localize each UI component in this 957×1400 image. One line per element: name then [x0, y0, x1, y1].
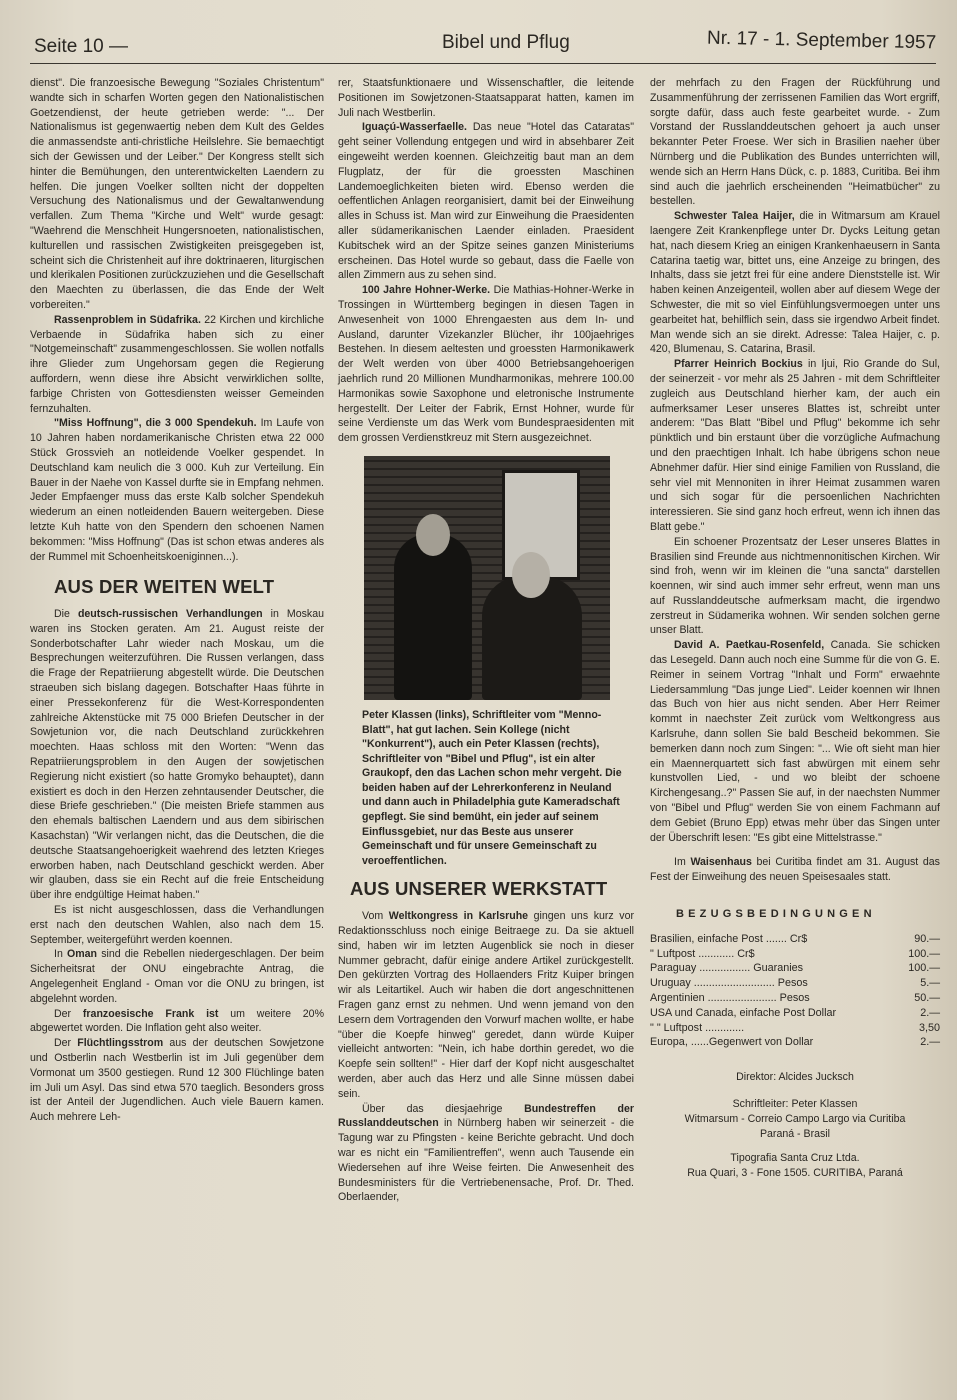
article-iguacu	[338, 120, 634, 283]
article-sowjetzone-cont: rer, Staatsfunktionaere und Wissenschaftler, die leitende Positionen im Sowjetzonen-Staatsapparat hatten, kamen im Juli nach Westberlin.	[338, 77, 634, 119]
column-3	[650, 76, 940, 1181]
article-paetkau	[650, 638, 940, 845]
page-header	[30, 27, 937, 64]
article-body: in Moskau waren ins Stocken geraten. Am 21. August reiste der Sonderbotschafter Lahr wieder nach Moskau, um die Besprechungen weiterzuführen. Die Russen verlangen, dass die Frage der Repatriierung abgestellt würde. Die Deutschen straeuben sich bislang dagegen. Botschafter Haas führte in einer Pressekonferenz für die West-Korrespondenten zahlreiche Aktenstücke mit 75 000 Briefen Deutscher in der Sowjetunion vor, die nach Deutschland zurückkehren moechten. Haas schloss mit den Worten: "Wenn das Repatriierungsproblem in den Augen der sowjetischen Regierung nicht existiert (so hatte Gromyko behauptet), dann existiert es doch in den Herzen zehntausender Deutscher, die diese Briefe geschrieben." (Die meisten Briefe stammen aus den ehemals baltischen Laendern und aus dem sibirischen Kasachstan) "Wir verlangen nicht, das die Deutschen, die die deutsche Staatsangehoerigkeit waehrend des letzten Krieges erworben haben, nach Deutschland geschickt werden. Aber wir glauben, dass sie ein Recht auf die freie Entscheidung über ihre endgültige Heimat haben."	[30, 608, 324, 902]
article-body: die in Witmarsum am Krauel laengere Zeit Krankenpflege unter Dr. Dycks Leitung getan hat, nach diesem Krieg an einigen Krankenhaeusern in Santa Catarina taetig war, bittet uns, eine Anzeige zu bringen, des Inhalts, dass sie jetzt frei für eine andere Dienststelle ist. Wir haben keinen Anzeigenteil, wollen aber auf diesem Wege der Schwester, die mit so viel Einfühlungsvermoegen unter uns gearbeitet hat, behilflich sein, dass sie irgendwo Arbeit findet. Man wende sich an sie direkt. Adresse: Talea Haijer, c. p. 420, Blumenau, S. Catarina, Brasil.	[650, 210, 940, 356]
article-body: aus der deutschen Sowjetzone und Ostberlin nach Westberlin ist im Juli gegenüber dem Vormonat um 3500 gestiegen. Rund 12 300 Flüchlinge baten im Juli um Asyl. Das sind etwa 570 taeglich. Besonders gross ist der Anteil der Jugendlichen. Auch viele Bauern kamen. Auch mehrere Leh-	[30, 1037, 324, 1124]
article-body: Im	[674, 856, 691, 869]
terms-row	[650, 947, 940, 962]
article-body: Das neue "Hotel das Cataratas" geht seiner Vollendung entgegen und wird in absehbarer Zeit eingeweiht werden koennen. Gleichzeitig baut man an dem Flugplatz, der für die groessten Maschinen Landemoeglichkeiten bieten wird. Ebenso werden die oeffentlichen Anlagen reorganisiert, damit bei der Einweihung alles in Schuss ist. Man wird zur Einweihung die Praesidenten aller südamerikanischen Laender einladen. Praesident Kubitschek wird an der Spitze seines ganzen Ministeriums erscheinen. Das Hotel wurde so gebaut, dass die Faelle von allen Zimmern aus zu sehen sind.	[338, 121, 634, 282]
article-oman	[30, 947, 324, 1006]
article-body: sind die Rebellen niedergeschlagen. Der beim Sicherheitsrat der ONU eingebrachte Antrag, die Angelegenheit England - Oman vor die ONU zu bringen, ist abgelehnt worden.	[30, 948, 324, 1005]
article-nationalism: dienst". Die franzoesische Bewegung "Soziales Christentum" wandte sich in scharfen Worten gegen den Nationalistischen Goetzendienst, der heute getrieben werde: "... Der Nationalismus ist gegenwaertig neben dem Kult des Geldes die anmassendste anti-christliche Heilslehre. Sie bemaechtigt sich der Gewissen und der Leiber." Der Kongress stellt sich hinter die Bemühungen, den unterentwickelten Laendern zu helfen. Die jungen Voelker sollten nicht der doppelten Versuchung des Nationalismus und der Gewaltanwendung verfallen. Zum Thema "Kirche und Welt" wurde gesagt: "Waehrend die Menschheit Hungersnoeten, nationalistischen, kulturellen und rassischen Zwistigkeiten preisgegeben ist, scheint sich die Christenheit auf ihre doktrinaeren, liturgischen und klerikalen Positionen zurückzuziehen und die Gesellschaft den Maechten zu überlassen, die das Ende der Welt vorbereiten."	[30, 77, 324, 311]
terms-price: 50.—	[914, 992, 940, 1005]
article-headline: "Miss Hoffnung", die 3 000 Spendekuh.	[54, 417, 257, 430]
article-leser: Ein schoener Prozentsatz der Leser unseres Blattes in Brasilien sind Freunde aus nichtmennonitischen Kirchen. Wir sind froh, wenn wir im kleinen die "una sancta" darstellen koennen, wir sind auch immer sehr erfreut, wenn man uns auf Russlanddeutsche aufmerksam macht, die irgendwo zerstreut in Südamerika wohnen. Wir senden solchen gerne unser Blatt.	[650, 535, 940, 637]
page-number: Seite 10 —	[34, 36, 128, 57]
terms-label: " " Luftpost .............	[650, 1021, 745, 1034]
article-verhandlungen	[30, 607, 324, 903]
terms-label: Europa, ......Gegenwert von Dollar	[650, 1036, 814, 1049]
article-headline: Waisenhaus	[690, 856, 752, 869]
article-body: Über das diesjaehrige	[362, 1102, 525, 1115]
article-headline: Weltkongress in Karlsruhe	[388, 910, 529, 923]
article-body: in Ijui, Rio Grande do Sul, der seinerzeit - vor mehr als 25 Jahren - mit dem Schriftleiter zugleich aus Deutschland hierher kam, der auch ein aufmerksamer Leser unseres Blattes ist, schreibt unter anderem: "Das Blatt "Bibel und Pflug" bekomme ich sehr pünktlich und bin erstaunt über die vorzügliche Aufmachung und den praechtigen Inhalt. Ich habe übrigens schon neue Abnehmer dafür. Hier sind einige Familien von Russland, die sehr viel mit Mennoniten in ihrer Heimat zusammen waren und sich sogar für die persoenlichen Nachrichten interessieren. Sie sind ganz hoch erfreut, wenn ich ihnen das Blatt gebe."	[650, 358, 940, 533]
terms-row	[650, 961, 940, 976]
article-headline: David A. Paetkau-Rosenfeld,	[674, 639, 825, 652]
terms-label: " Luftpost ............ Cr$	[650, 947, 755, 960]
terms-label: Uruguay ........................... Pesos	[650, 977, 808, 990]
article-body: Die Mathias-Hohner-Werke in Trossingen in Württemberg begingen in diesen Tagen in Anwesenheit von 1000 Ehrengaesten aus dem In- und Ausland, darunter Vizekanzler Blücher, ihr 100jaehriges Bestehen. In diesem aeltesten und groessten Harmonikawerk der Welt werden von über 4000 Betriebsangehoerigen jaehrlich rund 20 Millionen Mundharmonikas, mehrere 100.00 Harmonikas sowie Saxophone und eletronische Instrumente hergestellt. Der Leiter der Fabrik, Ernst Hohner, wurde für seine Verdienste um das Werk vom Bundespraesidenten mit dem grossen Verdienstkreuz mit Stern ausgezeichnet.	[338, 284, 634, 445]
article-body: 22 Kirchen und kirchliche Verbaende in Südafrika haben sich zu einer "Notgemeinschaft" zusammengeschlossen. Sie wollen notfalls ihre Glieder zum Ungehorsam gegen die Regierung auffordern, wenn diese ihre Absicht verwirklichen sollte, farbige Christen von Gottesdiensten weisser Gemeinden fernzuhalten.	[30, 313, 324, 415]
article-waisenhaus	[650, 855, 940, 885]
terms-row	[650, 976, 940, 991]
article-headline: Schwester Talea Haijer,	[674, 210, 795, 223]
terms-price: 100.—	[908, 962, 940, 975]
terms-price: 5.—	[920, 977, 940, 990]
terms-price: 100.—	[908, 947, 940, 960]
article-headline: Flüchtlingsstrom	[77, 1037, 164, 1050]
article-bockius	[650, 357, 940, 535]
article-headline: Bundestreffen der Russlanddeutschen	[338, 1102, 634, 1130]
terms-row	[650, 1006, 940, 1021]
article-body: Der	[54, 1007, 83, 1020]
article-body: In	[54, 948, 67, 961]
article-headline: franzoesische Frank ist	[82, 1007, 219, 1020]
terms-row	[650, 1021, 940, 1036]
terms-price: 90.—	[914, 932, 940, 945]
photo-person-left	[394, 534, 472, 700]
imprint-editor-address: Witmarsum - Correio Campo Largo via Curitiba	[684, 1112, 906, 1125]
article-frank	[30, 1007, 324, 1037]
issue-date: Nr. 17 - 1. September 1957	[706, 27, 937, 54]
article-bundestreffen	[338, 1102, 634, 1206]
article-body: Im Laufe von 10 Jahren haben nordamerikanische Christen etwa 22 000 Stück Grossvieh an notleidende Voelker gespendet. In Deutschland kam neulich die 3 000. Kuh zur Verteilung. Ein Bauer in der Naehe von Kassel durfte sie in Empfang nehmen. Jeder Empfaenger muss das erste Kalb solcher Spendekuh wiederum an einen notleidenden Bauern weitergeben. Diese letzte Kuh hatte von den Spendern den schoenen Namen bekommen: "Miss Hoffnung" (Das ist schon etwas anderes als der Rummel mit Schoenheitskoeniginnen...).	[30, 417, 324, 563]
article-wahlen: Es ist nicht ausgeschlossen, dass die Verhandlungen erst nach den deutschen Wahlen, also nach dem 15. September, weitergeführt werden koennen.	[30, 904, 324, 946]
section-heading-weite-welt: AUS DER WEITEN WELT	[54, 576, 275, 598]
article-fluechtlinge	[30, 1036, 324, 1125]
terms-row	[650, 1035, 940, 1050]
article-body: Vom	[362, 910, 389, 923]
article-headline: deutsch-russischen Verhandlungen	[77, 608, 263, 621]
section-heading-werkstatt: AUS UNSERER WERKSTATT	[350, 878, 608, 900]
terms-price: 2.—	[920, 1006, 940, 1019]
article-body: bei Curitiba findet am 31. August das Fest der Einweihung des neuen Speisesaales statt.	[650, 856, 940, 884]
publication-title: Bibel und Pflug	[442, 32, 570, 53]
article-bundestreffen-cont: der mehrfach zu den Fragen der Rückführung und Zusammenführung der zerrissenen Familien das Wort ergriff, sorgte dafür, dass auch feste gearbeitet wurde. - Zum Vorstand der Russlanddeutschen gehoert ja auch unser bekannter Peter Froese. Wer sich in Brasilien naeher über Nürnberg und die Publikation des Bundes unterrichten will, wende sich an Herrn Hans Dück, c. p. 1883, Curitiba. Bei ihm sind auch die jaehrlich erscheinenden "Heimatbücher" zu bestellen.	[650, 77, 940, 208]
photo-caption: Peter Klassen (links), Schriftleiter vom "Menno-Blatt", hat gut lachen. Sein Kollege (nicht "Konkurrent"), auch ein Peter Klassen (rechts), Schriftleiter von "Bibel und Pflug", ist ein alter Graukopf, den das Lachen schon mehr vergeht. Die beiden haben auf der Lehrerkonferenz in Neuland und dann auch in Philadelphia gute Kameradschaft gepflegt. Sie sind bemüht, ein jeder auf seinem Einflussgebiet, nur das Beste aus unserer Gemeinschaft und für unsere Gemeinschaft zu veroeffentlichen.	[362, 708, 622, 867]
terms-label: Paraguay ................. Guaranies	[650, 962, 804, 975]
subscription-terms	[650, 932, 940, 1050]
article-headline: 100 Jahre Hohner-Werke.	[362, 284, 491, 297]
imprint-director: Direktor: Alcides Jucksch	[736, 1071, 854, 1084]
article-body: um weitere 20% abgewertet worden. Die Inflation geht also weiter.	[30, 1007, 324, 1035]
photo-person-left-head	[416, 514, 450, 556]
imprint	[650, 1070, 940, 1181]
article-headline: Pfarrer Heinrich Bockius	[674, 358, 803, 371]
article-talea-haijer	[650, 209, 940, 357]
terms-label: USA und Canada, einfache Post Dollar	[650, 1006, 837, 1019]
article-body: gingen uns kurz vor Redaktionsschluss noch einige Beitraege zu. Da sie aktuell sind, haben wir im letzten Augenblick sie noch in dieser Nummer gebracht, dafür einige andere Artikel zurückgestellt. Den gekürzten Vortrag des Hollaenders Fritz Kuiper bringen wir als Leitartikel. Auch wir haben die dort angeschnittenen Fragen ganz ernst zu nehmen. Und wenn jemand von den Lesern dem Vortragenden den Vorwurf machen wollte, er habe "über die Koepfe hinweg" geredet, dann würde Kuiper vielleicht antworten: "Nein, ich habe dorthin geredet, wo die Koepfe sein sollten!" - Hier darf der Kopf nicht ausgeschaltet werden, aber auch das Herz und alle Sinne müssen dabei sein.	[338, 910, 634, 1100]
column-2	[338, 76, 634, 1205]
article-hohner	[338, 283, 634, 446]
imprint-printer: Tipografia Santa Cruz Ltda.	[730, 1152, 860, 1165]
photo-two-editors	[364, 456, 610, 700]
terms-heading: BEZUGSBEDINGUNGEN	[676, 908, 876, 921]
terms-row	[650, 991, 940, 1006]
article-headline: Iguaçú-Wasserfaelle.	[362, 121, 467, 134]
article-body: Die	[54, 608, 78, 621]
article-body: Der	[54, 1037, 78, 1050]
article-body: in Nürnberg haben wir seinerzeit - die Tagung war zu Pfingsten - keine Berichte gebracht. Und doch war es nicht ein "Familientreffen", wenn auch Tausende ein Wiedersehen auf ihre Weise feirten. Die Anwesenheit des Bundesministers für die Vertriebenensache, Prof. Dr. Thed. Oberlaender,	[338, 1117, 634, 1204]
article-weltkongress	[338, 909, 634, 1101]
terms-price: 3,50	[918, 1021, 940, 1034]
terms-label: Argentinien ....................... Pesos	[650, 992, 810, 1005]
article-body: Canada. Sie schicken das Lesegeld. Dann auch noch eine Summe für die von G. E. Reimer in seinem Vortrag "Inhalt und Form" erwaehnte Liedersammlung "Das junge Lied". Leider koennen wir Ihnen das Buch von hier aus nicht senden. Aber Herr Reimer kommt in naechster Zeit zurück vom Weltkongress aus Karlsruhe, dann sollen Sie bald Bescheid bekommen. Sie bemerken dann noch zum Singen: "... Wie oft sieht man hier ein Maennerquartett sich fast abwürgen mit einem sehr kunstvollen Lied, - und wo bleibt der schoene Kirchengesang..?" Passen Sie auf, in der naechsten Nummer von "Bibel und Pflug" werden Sie von einem Fachmann auf dem Gebiet (Bruno Epp) etwas mehr über das Singen unter der Überschrift lesen: "Es gibt eine Mittelstrasse."	[650, 639, 940, 844]
photo-person-right-head	[512, 552, 550, 598]
terms-label: Brasilien, einfache Post ....... Cr$	[650, 932, 808, 945]
imprint-editor: Schriftleiter: Peter Klassen	[732, 1098, 858, 1110]
terms-price: 2.—	[920, 1036, 940, 1049]
article-headline: Oman	[67, 948, 98, 961]
column-1	[30, 76, 324, 1125]
imprint-printer-address: Rua Quari, 3 - Fone 1505. CURITIBA, Paraná	[687, 1167, 903, 1180]
terms-row	[650, 932, 940, 947]
imprint-editor-country: Paraná - Brasil	[759, 1127, 831, 1140]
article-miss-hoffnung	[30, 416, 324, 564]
article-rassenproblem	[30, 313, 324, 417]
article-headline: Rassenproblem in Südafrika.	[54, 313, 201, 326]
